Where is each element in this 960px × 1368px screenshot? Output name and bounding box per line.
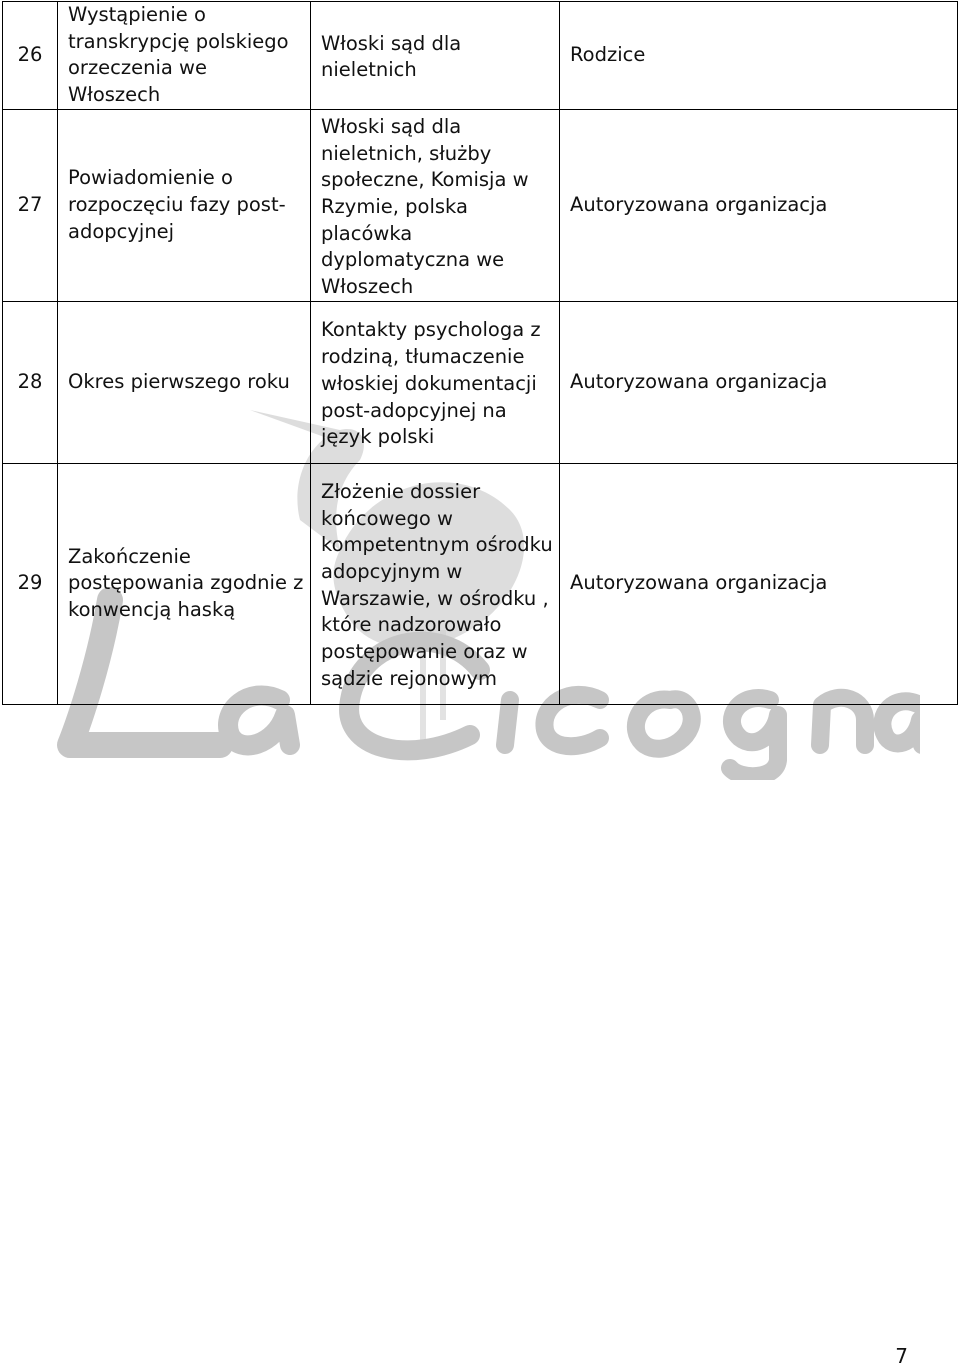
responsible-cell [560,463,958,704]
responsible-cell [560,109,958,301]
action-text: Powiadomienie o rozpoczęciu fazy post-adopcyjnej [68,166,286,243]
action-cell [58,301,311,463]
responsible-cell [560,2,958,110]
table-row [3,2,958,110]
action-text: Zakończenie postępowania zgodnie z konwencją haską [68,544,304,622]
row-number: 29 [3,463,58,704]
entity-text: Kontakty psychologa z rodziną, tłumaczenie włoskiej dokumentacji post-adopcyjnej na język polski [321,318,541,449]
page-number: 7 [895,1344,908,1368]
row-number: 27 [3,109,58,301]
action-cell [58,2,311,110]
action-cell [58,109,311,301]
table-row [3,301,958,463]
responsible-text: Autoryzowana organizacja [570,369,828,393]
entity-cell [311,109,560,301]
table-row [3,109,958,301]
entity-text: Złożenie dossier końcowego w kompetentnym ośrodku adopcyjnym w Warszawie, w ośrodku , które nadzorowało postępowanie oraz w sądzie rejonowym [321,479,553,690]
responsible-cell [560,301,958,463]
responsible-text: Autoryzowana organizacja [570,192,828,216]
action-text: Wystąpienie o transkrypcję polskiego orzeczenia we Włoszech [68,3,289,107]
action-cell [58,463,311,704]
row-number: 28 [3,301,58,463]
entity-text: Włoski sąd dla nieletnich [321,31,462,82]
entity-cell [311,2,560,110]
responsible-text: Rodzice [570,43,646,66]
entity-cell [311,463,560,704]
row-number: 26 [3,2,58,110]
table-row [3,463,958,704]
entity-text: Włoski sąd dla nieletnich, służby społeczne, Komisja w Rzymie, polska placówka dyplomatyczna we Włoszech [321,114,529,299]
adoption-procedure-table [2,1,958,705]
action-text: Okres pierwszego roku [68,369,290,393]
entity-cell [311,301,560,463]
responsible-text: Autoryzowana organizacja [570,571,828,595]
